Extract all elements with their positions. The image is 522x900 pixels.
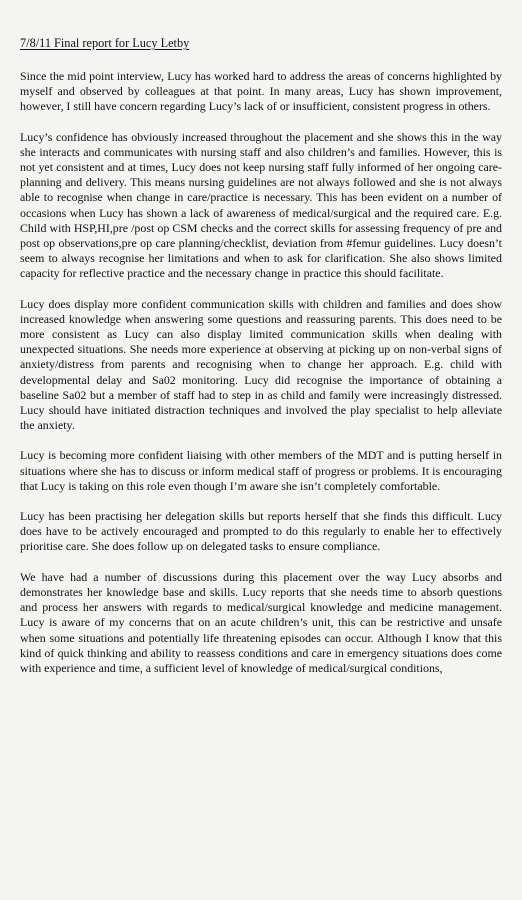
paragraph-knowledge: We have had a number of discussions during this placement over the way Lucy absorbs and demonstrates her knowledge base and skills. Lucy reports that she needs time to absorb questions and process her answers with regards to medical/surgical knowledge and medicine management. Lucy is aware of my concerns that on an acute children’s unit, this can be restrictive and unsafe when some situations and potentially life threatening episodes can occur. Although I know that this kind of quick thinking and ability to reassess conditions and care in emergency situations does come with experience and time, a sufficient level of knowledge of medical/surgical conditions, [20, 569, 502, 675]
paragraph-delegation: Lucy has been practising her delegation skills but reports herself that she finds this difficult. Lucy does have to be actively encouraged and prompted to do this regularly to enable her to effectively prioritise care. She does follow up on delegated tasks to ensure compliance. [20, 509, 502, 554]
paragraph-mdt-liaison: Lucy is becoming more confident liaising with other members of the MDT and is putting herself in situations where she has to discuss or inform medical staff of progress or problems. It is encouraging that Lucy is taking on this role even though I’m aware she isn’t completely comfortable. [20, 448, 502, 493]
paragraph-intro: Since the mid point interview, Lucy has worked hard to address the areas of concerns highlighted by myself and observed by colleagues at that point. In many areas, Lucy has shown improvement, however, I still have concern regarding Lucy’s lack of or insufficient, consistent progress in others. [20, 69, 502, 114]
paragraph-communication: Lucy does display more confident communication skills with children and families and does show increased knowledge when answering some questions and reassuring parents. This does need to be more consistent as Lucy can also display limited communication skills when dealing with unexpected situations. She needs more experience at observing at picking up on non-verbal signs of anxiety/distress from parents and recognising when to change her approach. E.g. child with developmental delay and Sa02 monitoring. Lucy did recognise the importance of obtaining a baseline Sa02 but a member of staff had to step in as child and family were increasingly distressed. Lucy should have initiated distraction techniques and involved the play specialist to help alleviate the anxiety. [20, 296, 502, 433]
paragraph-confidence: Lucy’s confidence has obviously increased throughout the placement and she shows this in the way she interacts and communicates with nursing staff and also children’s and families. However, this is not yet consistent and at times, Lucy does not keep nursing staff fully informed of her ongoing care-planning and delivery. This means nursing guidelines are not always followed and she is not always able to recognise when change in care/practice is necessary. This has been evident on a number of occasions when Lucy has shown a lack of awareness of medical/surgical and the required care. E.g. Child with HSP,HI,pre /post op CSM checks and the correct skills for assessing frequency of pre and post op observations,pre op care planning/checklist, deviation from #femur guidelines. Lucy doesn’t seem to always recognise her limitations and when to ask for clarification. She also shows limited capacity for reflective practice and the necessary change in practice this should facilitate. [20, 129, 502, 281]
report-title: 7/8/11 Final report for Lucy Letby [20, 36, 190, 50]
